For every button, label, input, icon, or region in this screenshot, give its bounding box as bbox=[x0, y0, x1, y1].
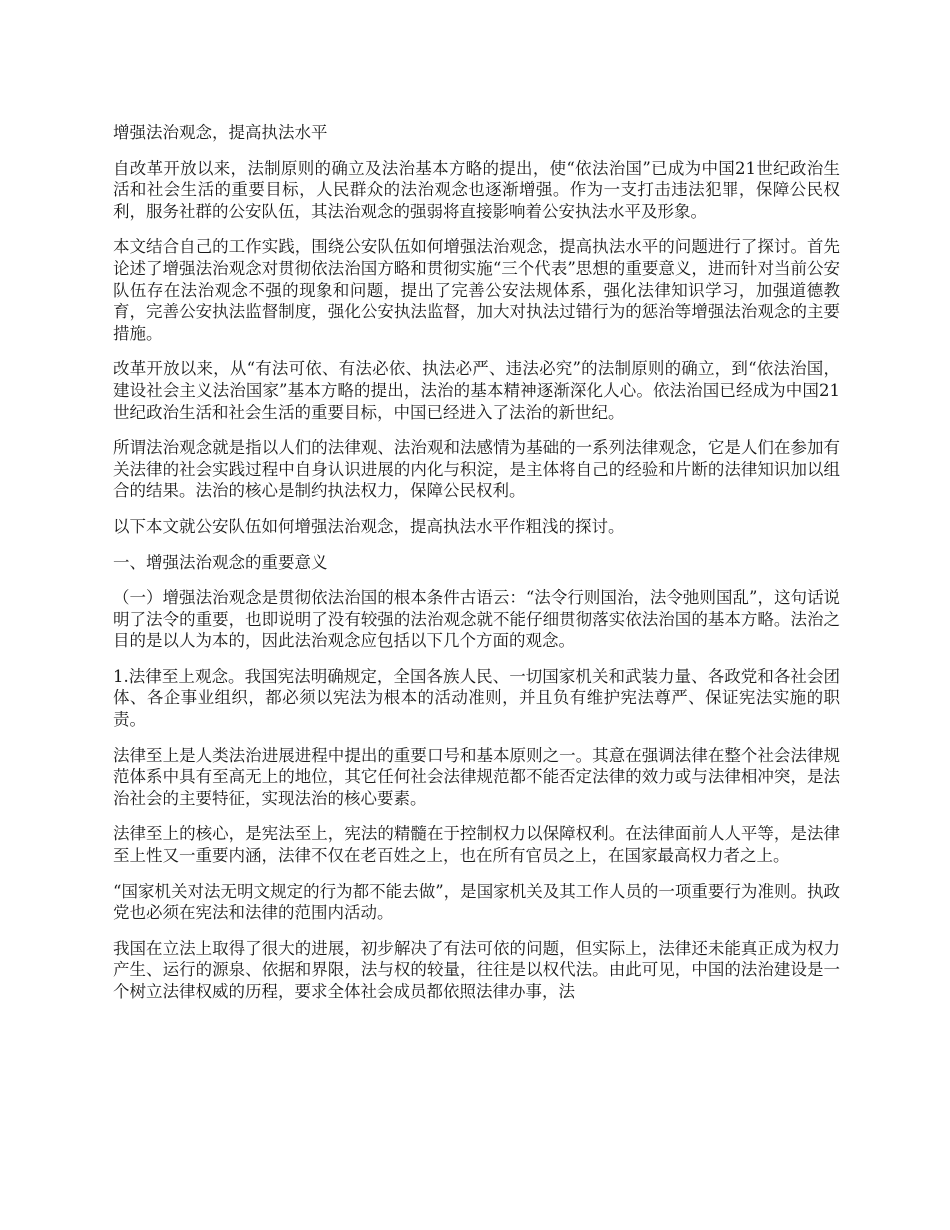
paragraph-background: 改革开放以来，从“有法可依、有法必依、执法必严、违法必究”的法制原则的确立，到“依法治国，建设社会主义法治国家”基本方略的提出，法治的基本精神逐渐深化人心。依法治国已经成为中国21世纪政治生活和社会生活的重要目标，中国已经进入了法治的新世纪。 bbox=[113, 359, 840, 422]
paragraph-subsection-1: （一）增强法治观念是贯彻依法治国的根本条件古语云：“法令行则国治，法令弛则国乱”，这句话说明了法令的重要，也即说明了没有较强的法治观念就不能仔细贯彻落实依法治国的基本方略。法治之目的是以人为本的，因此法治观念应包括以下几个方面的观念。 bbox=[113, 588, 840, 651]
document-title: 增强法治观念，提高执法水平 bbox=[113, 123, 328, 142]
paragraph-intro: 自改革开放以来，法制原则的确立及法治基本方略的提出，使“依法治国”已成为中国21世纪政治生活和社会生活的重要目标，人民群众的法治观念也逐渐增强。作为一支打击违法犯罪，保障公民权利，服务社群的公安队伍，其法治观念的强弱将直接影响着公安执法水平及形象。 bbox=[113, 158, 840, 221]
paragraph-legislation: 我国在立法上取得了很大的进展，初步解决了有法可依的问题，但实际上，法律还未能真正成为权力产生、运行的源泉、依据和界限，法与权的较量，往往是以权代法。由此可见，中国的法治建设是一个树立法律权威的历程，要求全体社会成员都依照法律办事，法 bbox=[113, 938, 840, 1001]
paragraph-abstract: 本文结合自己的工作实践，围绕公安队伍如何增强法治观念，提高执法水平的问题进行了探讨。首先论述了增强法治观念对贯彻依法治国方略和贯彻实施“三个代表”思想的重要意义，进而针对当前公安队伍存在法治观念不强的现象和问题，提出了完善公安法规体系，强化法律知识学习，加强道德教育，完善公安执法监督制度，强化公安执法监督，加大对执法过错行为的惩治等增强法治观念的主要措施。 bbox=[113, 237, 840, 343]
section-heading: 一、增强法治观念的重要意义 bbox=[113, 552, 328, 572]
paragraph-state-organs: “国家机关对法无明文规定的行为都不能去做”，是国家机关及其工作人员的一项重要行为准则。执政党也必须在宪法和法律的范围内活动。 bbox=[113, 881, 840, 923]
paragraph-constitution: 法律至上的核心，是宪法至上，宪法的精髓在于控制权力以保障权利。在法律面前人人平等，是法律至上性又一重要内涵，法律不仅在老百姓之上，也在所有官员之上，在国家最高权力者之上。 bbox=[113, 824, 840, 866]
paragraph-definition: 所谓法治观念就是指以人们的法律观、法治观和法感情为基础的一系列法律观念，它是人们在参加有关法律的社会实践过程中自身认识进展的内化与积淀，是主体将自己的经验和片断的法律知识加以组合的结果。法治的核心是制约执法权力，保障公民权利。 bbox=[113, 438, 840, 501]
paragraph-outline: 以下本文就公安队伍如何增强法治观念，提高执法水平作粗浅的探讨。 bbox=[113, 516, 625, 536]
paragraph-point-1: 1.法律至上观念。我国宪法明确规定，全国各族人民、一切国家机关和武装力量、各政党和各社会团体、各企事业组织，都必须以宪法为根本的活动准则，并且负有维护宪法尊严、保证宪法实施的职责。 bbox=[113, 666, 840, 730]
document-page bbox=[113, 122, 840, 1017]
paragraph-supremacy: 法律至上是人类法治进展进程中提出的重要口号和基本原则之一。其意在强调法律在整个社会法律规范体系中具有至高无上的地位，其它任何社会法律规范都不能否定法律的效力或与法律相冲突，是法治社会的主要特征，实现法治的核心要素。 bbox=[113, 745, 840, 808]
